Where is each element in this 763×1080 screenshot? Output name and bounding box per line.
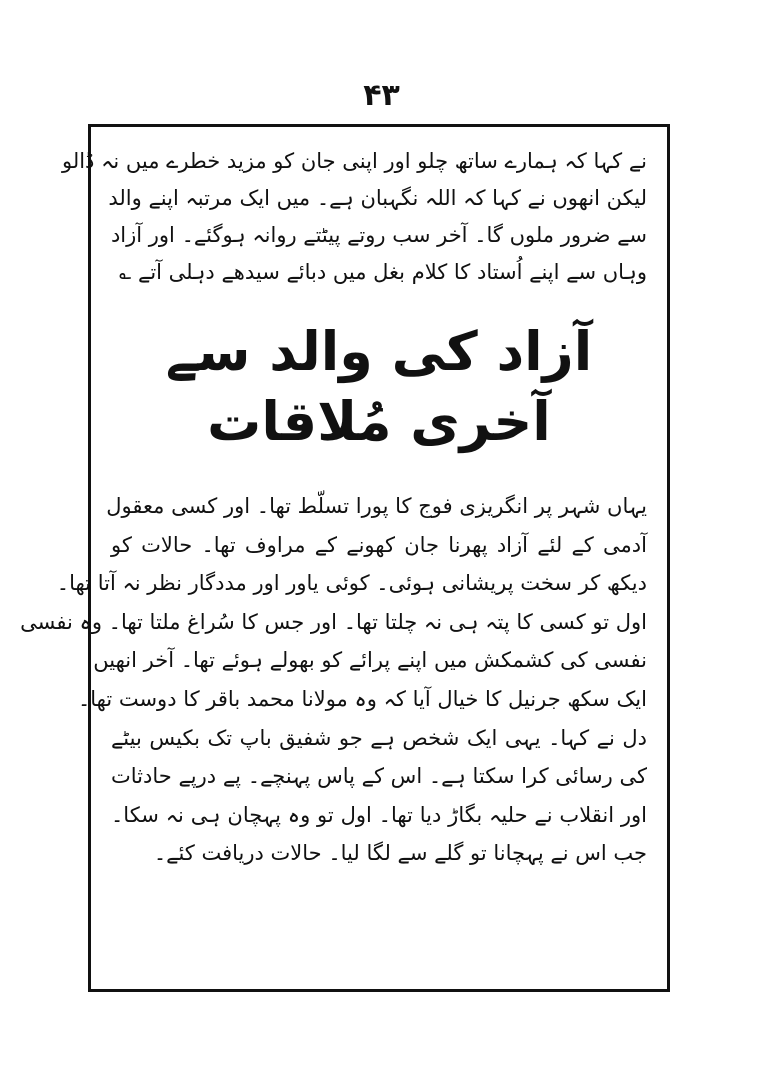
text-line: لیکن انھوں نے کہا کہ اللہ نگہبان ہے۔ میں ایک مرتبہ اپنے والد xyxy=(108,186,647,210)
text-line: وہاں سے اپنے اُستاد کا کلام بغل میں دبائے سیدھے دہلی آتے ؎ xyxy=(119,260,647,284)
page-number: ۴۳ xyxy=(363,78,400,113)
text-line: اول تو کسی کا پتہ ہی نہ چلتا تھا۔ اور جس کا سُراغ ملتا تھا۔ وہ نفسی xyxy=(20,609,647,634)
paragraph-1 xyxy=(61,143,647,291)
text-line: اور انقلاب نے حلیہ بگاڑ دیا تھا۔ اول تو وہ پہچان ہی نہ سکا۔ xyxy=(111,802,647,827)
text-line: دیکھ کر سخت پریشانی ہوئی۔ کوئی یاور اور مددگار نظر نہ آتا تھا۔ xyxy=(56,571,647,596)
text-line: دل نے کہا۔ یہی ایک شخص ہے جو شفیق باپ تک بکیس بیٹے xyxy=(111,725,647,750)
text-line: جب اس نے پہچانا تو گلے سے لگا لیا۔ حالات دریافت کئے۔ xyxy=(153,841,647,866)
text-line: نے کہا کہ ہمارے ساتھ چلو اور اپنی جان کو مزید خطرے میں نہ ڈالو xyxy=(61,149,647,173)
text-line: سے ضرور ملوں گا۔ آخر سب روتے پیٹتے روانہ ہوگئے۔ اور آزاد xyxy=(110,223,647,247)
page-frame xyxy=(20,124,670,992)
text-line: ایک سکھ جرنیل کا خیال آیا کہ وہ مولانا محمد باقر کا دوست تھا۔ xyxy=(77,686,647,711)
text-line: یہاں شہر پر انگریزی فوج کا پورا تسلّط تھا۔ اور کسی معقول xyxy=(106,494,647,518)
text-line: آدمی کے لئے آزاد پھرنا جان کھونے کے مراوف تھا۔ حالات کو xyxy=(111,532,647,557)
text-line: کی رسائی کرا سکتا ہے۔ اس کے پاس پہنچے۔ پے درپے حادثات xyxy=(111,764,647,789)
text-line: نفسی کی کشمکش میں اپنے پرائے کو بھولے ہوئے تھا۔ آخر انھیں xyxy=(93,648,647,673)
paragraph-2 xyxy=(20,487,647,873)
section-heading: آزاد کی والد سے آخری مُلاقات xyxy=(165,320,593,453)
